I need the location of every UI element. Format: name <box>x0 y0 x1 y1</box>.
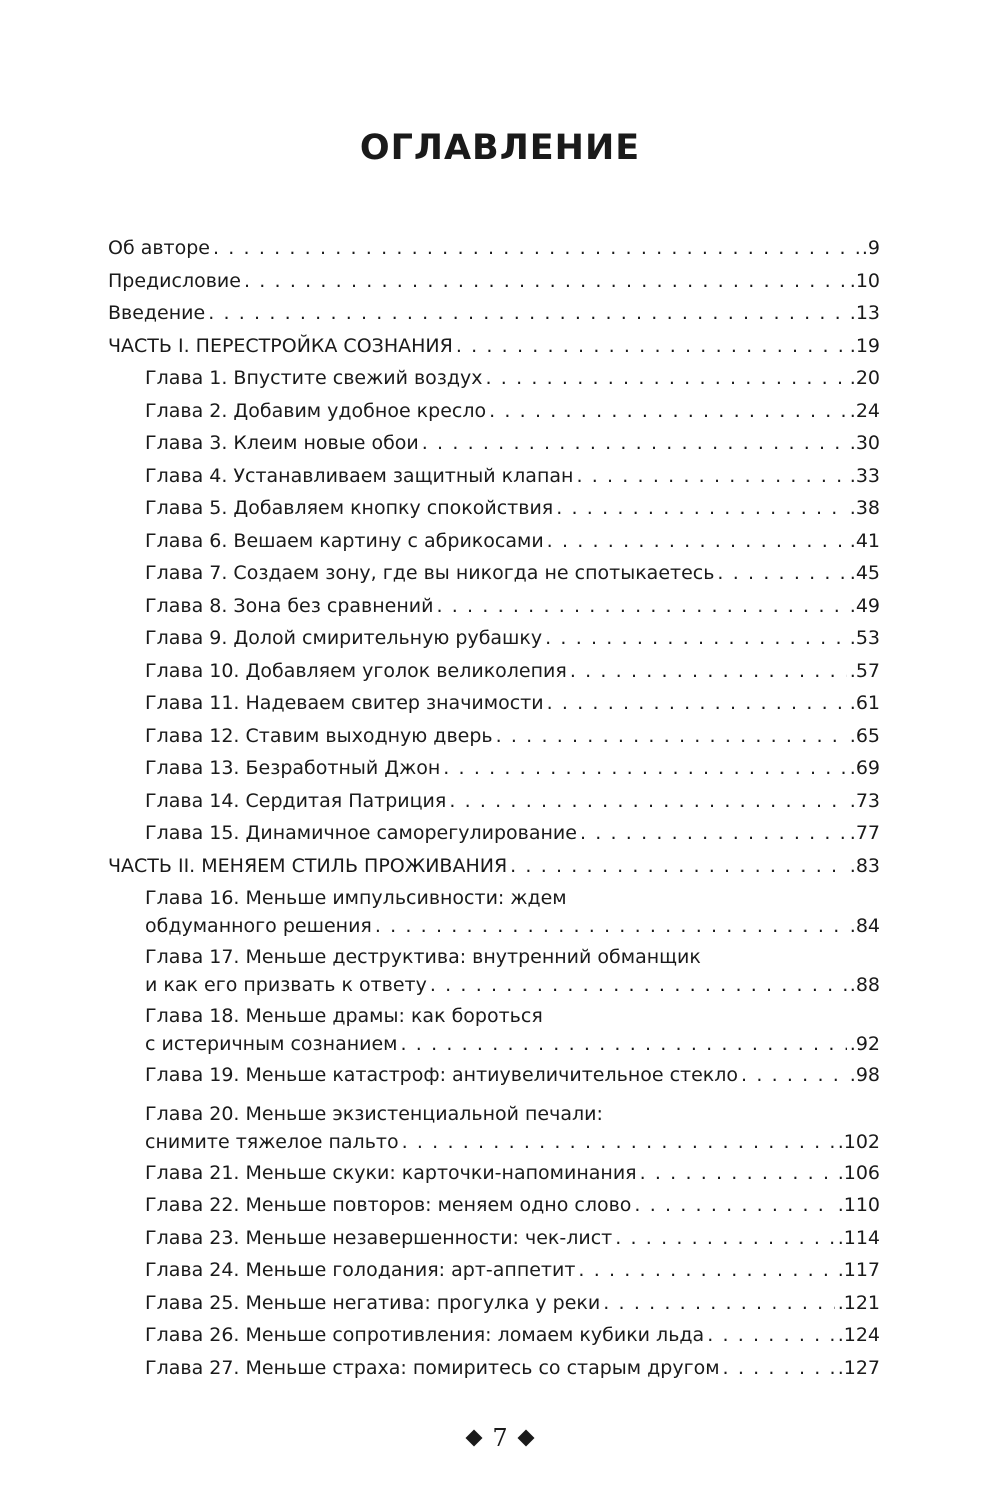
toc-entry-title: Глава 6. Вешаем картину с абрикосами <box>145 529 544 552</box>
toc-entry-title: Глава 12. Ставим выходную дверь <box>145 724 493 747</box>
dot-leader <box>496 720 847 753</box>
toc-entry-first-line: Глава 18. Меньше драмы: как бороться <box>145 1005 543 1027</box>
dot-leader <box>556 492 847 525</box>
toc-page-number: . 69 <box>850 752 880 785</box>
toc-chapter-entry <box>108 687 880 720</box>
toc-chapter-entry <box>108 1029 880 1059</box>
toc-chapter-entry <box>108 1189 880 1222</box>
toc-entry-title: Глава 11. Надеваем свитер значимости <box>145 692 544 714</box>
toc-page-number: . 121 <box>838 1287 880 1320</box>
dot-leader <box>244 265 847 298</box>
toc-page-number: . 20 <box>850 362 880 395</box>
toc-chapter-entry <box>108 492 880 525</box>
dot-leader <box>634 1189 834 1222</box>
toc-chapter-entry <box>108 1222 880 1255</box>
dot-leader <box>443 752 846 785</box>
toc-page-number: . 84 <box>850 911 880 941</box>
dot-leader <box>401 1029 847 1059</box>
toc-entry-title: обдуманного решения <box>145 915 372 937</box>
dot-leader <box>208 297 847 330</box>
toc-page-number: . 13 <box>850 297 880 330</box>
dot-leader <box>580 817 847 850</box>
toc-section-entry <box>108 232 880 265</box>
toc-page-number: . 57 <box>850 655 880 688</box>
toc-page-number: . 49 <box>850 590 880 623</box>
toc-entry-title: Глава 7. Создаем зону, где вы никогда не спотыкаетесь <box>145 562 715 584</box>
toc-entry-title: Глава 14. Сердитая Патриция <box>145 789 447 812</box>
toc-entry-title: Глава 24. Меньше голодания: арт-аппетит <box>145 1259 576 1281</box>
toc-page-number: . 106 <box>838 1157 880 1190</box>
toc-page-number: . 61 <box>850 687 880 720</box>
toc-entry-title: Глава 26. Меньше сопротивления: ломаем кубики льда <box>145 1324 705 1346</box>
toc-page-number: . 83 <box>850 850 880 883</box>
toc-chapter-entry <box>108 817 880 850</box>
toc-entry-title: Глава 8. Зона без сравнений <box>145 594 434 617</box>
toc-chapter-entry <box>108 525 880 558</box>
toc-page-number: . 88 <box>850 970 880 1000</box>
toc-chapter-entry <box>108 590 880 623</box>
toc-page-number: . 30 <box>850 427 880 460</box>
toc-entry-title: Глава 22. Меньше повторов: меняем одно слово <box>145 1194 632 1216</box>
toc-page-number: . 110 <box>838 1189 880 1222</box>
toc-entry-first-line: Глава 17. Меньше деструктива: внутренний обманщик <box>145 946 701 968</box>
toc-page-number: . 92 <box>850 1029 880 1059</box>
toc-chapter-entry <box>108 970 880 1000</box>
dot-leader <box>741 1059 847 1092</box>
toc-chapter-entry <box>108 752 880 785</box>
toc-entry-title: Глава 5. Добавляем кнопку спокойствия <box>145 497 554 519</box>
dot-leader <box>486 362 847 395</box>
toc-entry-title: Глава 1. Впустите свежий воздух <box>145 367 483 389</box>
toc-entry-title: Предисловие <box>108 269 241 292</box>
toc-page-number: . 9 <box>862 232 880 265</box>
toc-chapter-entry <box>108 557 880 590</box>
dot-leader <box>723 1352 835 1385</box>
toc-chapter-entry <box>108 622 880 655</box>
toc-section-entry <box>108 850 880 883</box>
diamond-ornament-left-icon <box>466 1430 483 1447</box>
toc-entry-title: Глава 3. Клеим новые обои <box>145 432 419 454</box>
toc-page-number: . 41 <box>850 525 880 558</box>
toc-entry-title: с истеричным сознанием <box>145 1033 398 1055</box>
toc-entry-title: Глава 13. Безработный Джон <box>145 757 441 779</box>
toc-page-number: . 53 <box>850 622 880 655</box>
toc-chapter-entry <box>108 1319 880 1352</box>
dot-leader <box>422 427 847 460</box>
dot-leader <box>213 232 859 265</box>
toc-entry-title: Глава 9. Долой смирительную рубашку <box>145 627 543 649</box>
toc-entry-title: Глава 10. Добавляем уголок великолепия <box>145 659 567 682</box>
diamond-ornament-right-icon <box>517 1430 534 1447</box>
page-footer <box>0 1424 1000 1452</box>
toc-entry-title: Об авторе <box>108 237 210 259</box>
toc-entry-title: ЧАСТЬ II. МЕНЯЕМ СТИЛЬ ПРОЖИВАНИЯ <box>108 854 508 877</box>
dot-leader <box>436 590 846 623</box>
table-of-contents <box>108 232 880 1384</box>
toc-entry-title: Глава 21. Меньше скуки: карточки-напоминания <box>145 1161 637 1184</box>
dot-leader <box>430 970 847 1000</box>
toc-page-number: . 19 <box>850 330 880 363</box>
toc-entry-first-line: Глава 20. Меньше экзистенциальной печали: <box>145 1102 603 1125</box>
toc-entry-title: и как его призвать к ответу <box>145 974 427 996</box>
toc-page-number: . 45 <box>850 557 880 590</box>
dot-leader <box>510 850 847 883</box>
toc-section-entry <box>108 330 880 363</box>
toc-page-number: . 38 <box>850 492 880 525</box>
toc-entry-title: Глава 2. Добавим удобное кресло <box>145 399 487 422</box>
toc-page-number: . 114 <box>838 1222 880 1255</box>
dot-leader <box>603 1287 834 1320</box>
dot-leader <box>489 395 847 428</box>
toc-entry-title: ЧАСТЬ I. ПЕРЕСТРОЙКА СОЗНАНИЯ <box>108 334 453 357</box>
toc-entry-title: Глава 19. Меньше катастроф: антиувеличительное стекло <box>145 1064 739 1086</box>
toc-entry-title: снимите тяжелое пальто <box>145 1130 399 1153</box>
toc-chapter-entry <box>108 460 880 493</box>
page-title: ОГЛАВЛЕНИЕ <box>359 128 641 168</box>
dot-leader <box>707 1319 835 1352</box>
toc-page-number: . 124 <box>838 1319 880 1352</box>
dot-leader <box>640 1157 835 1190</box>
toc-chapter-entry <box>108 427 880 460</box>
dot-leader <box>449 785 846 818</box>
toc-chapter-entry <box>108 1352 880 1385</box>
toc-page-number: . 33 <box>850 460 880 493</box>
dot-leader <box>576 460 846 493</box>
dot-leader <box>578 1254 834 1287</box>
dot-leader <box>547 687 847 720</box>
dot-leader <box>717 557 846 590</box>
dot-leader <box>570 655 847 688</box>
toc-entry-title: Глава 4. Устанавливаем защитный клапан <box>145 464 574 487</box>
toc-chapter-entry <box>108 395 880 428</box>
toc-entry-first-line: Глава 16. Меньше импульсивности: ждем <box>145 887 567 909</box>
toc-page-number: . 98 <box>850 1059 880 1092</box>
toc-chapter-entry <box>108 1157 880 1190</box>
toc-entry-title: Введение <box>108 302 206 324</box>
toc-chapter-entry <box>108 1127 880 1157</box>
toc-chapter-entry <box>108 911 880 941</box>
toc-chapter-entry <box>108 1287 880 1320</box>
toc-page-number: . 77 <box>850 817 880 850</box>
toc-entry-title: Глава 23. Меньше незавершенности: чек-лист <box>145 1226 613 1249</box>
toc-section-entry <box>108 297 880 330</box>
toc-chapter-entry <box>108 1254 880 1287</box>
toc-page-number: . 73 <box>850 785 880 818</box>
toc-chapter-entry <box>108 655 880 688</box>
toc-chapter-entry <box>108 1059 880 1092</box>
toc-entry-title: Глава 27. Меньше страха: помиритесь со старым другом <box>145 1356 720 1379</box>
dot-leader <box>375 911 847 941</box>
toc-chapter-entry <box>108 362 880 395</box>
toc-page-number: . 117 <box>838 1254 880 1287</box>
dot-leader <box>402 1127 835 1157</box>
toc-section-entry <box>108 265 880 298</box>
dot-leader <box>545 622 847 655</box>
page-number: 7 <box>492 1424 508 1452</box>
dot-leader <box>456 330 847 363</box>
toc-entry-title: Глава 15. Динамичное саморегулирование <box>145 822 577 844</box>
toc-page-number: . 65 <box>850 720 880 753</box>
toc-page-number: . 102 <box>838 1127 880 1157</box>
toc-page-number: . 10 <box>850 265 880 298</box>
toc-page-number: . 127 <box>838 1352 880 1385</box>
toc-chapter-entry <box>108 785 880 818</box>
dot-leader <box>615 1222 834 1255</box>
dot-leader <box>547 525 847 558</box>
toc-chapter-entry <box>108 720 880 753</box>
toc-page-number: . 24 <box>850 395 880 428</box>
toc-entry-title: Глава 25. Меньше негатива: прогулка у реки <box>145 1291 601 1314</box>
